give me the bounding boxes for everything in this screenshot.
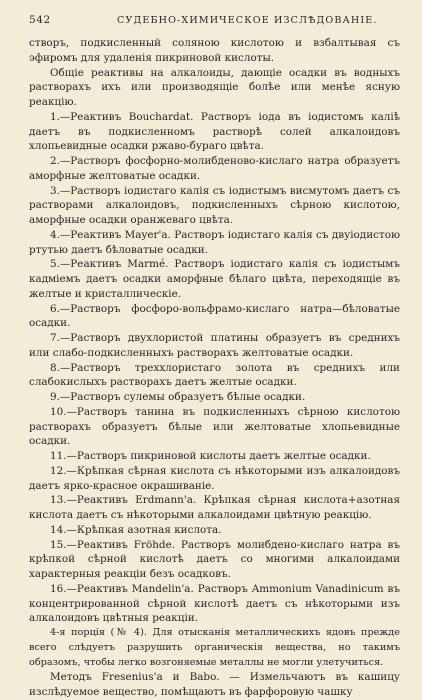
reagent-item-10: 10.—Растворъ танина въ подкисленныхъ сѣрною кислотою растворахъ образуетъ бѣлые или желтоватые хлопьевидные осадки.: [29, 405, 400, 448]
reagent-item-2: 2.—Растворъ фосфорно-молибденово-кислаго натра образуетъ аморфные желтоватые осадки.: [29, 155, 400, 182]
paragraph-continued: створъ, подкисленный соляною кислотою и взбалтывая съ эфиромъ для удаленія пикриновой кислоты.: [29, 37, 400, 64]
reagent-item-16: 16.—Реактивъ Mandelin'а. Растворъ Ammonium Vanadinicum въ концентрированной сѣрной кислотѣ даетъ съ нѣкоторыми изъ алкалоидовъ цвѣтныя реакціи.: [29, 582, 400, 625]
reagent-item-14: 14.—Крѣпкая азотная кислота.: [50, 523, 222, 536]
reagent-item-13: 13.—Реактивъ Erdmann'а. Крѣпкая сѣрная кислота+азотная кислота даетъ съ нѣкоторыми алкалоидами цвѣтную реакцію.: [29, 494, 400, 521]
reagent-item-15: 15.—Реактивъ Fröhde. Растворъ молибдено-кислаго натра въ крѣпкой сѣрной кислотѣ даетъ со многими алкалоидами характерныя реакціи безъ осадковъ.: [29, 538, 400, 580]
running-header: [29, 14, 400, 30]
reagent-item-12: 12.—Крѣпкая сѣрная кислота съ нѣкоторыми изъ алкалоидовъ даетъ ярко-красное окрашиваніе.: [29, 464, 400, 492]
reagent-item-9: 9.—Растворъ сулемы образуетъ бѣлые осадки.: [50, 391, 306, 403]
reagent-item-7: 7.—Растворъ двухлористой платины образуетъ въ среднихъ или слабо-подкисленныхъ растворахъ желтоватые осадки.: [29, 332, 400, 359]
paragraph-general-reagents: Общіе реактивы на алкалоиды, дающіе осадки въ водныхъ растворахъ ихъ или производящіе болѣе или менѣе ясную реакцію.: [29, 66, 400, 108]
reagent-item-3: 3.—Растворъ іодистаго калія съ іодистымъ висмутомъ даетъ съ растворами алкалоидовъ, подкисленныхъ сѣрною кислотою, аморфные осадки оранжеваго цвѣта.: [29, 184, 400, 226]
reagent-item-4: 4.—Реактивъ Mayer'a. Растворъ іодистаго калія съ двуіодистою ртутью даетъ бѣловатые осадки.: [29, 228, 400, 256]
reagent-item-6: 6.—Растворъ фосфоро-вольфрамо-кислаго натра—бѣловатые осадки.: [29, 302, 400, 330]
page-number: 542: [29, 14, 51, 26]
paragraph-portion-4: 4-я порція (№ 4). Для отысканія металлическихъ ядовъ прежде всего слѣдуетъ разрушить органическія вещества, но такимъ образомъ, чтобы легко возгоняемые металлы не могли улетучиться.: [29, 627, 400, 668]
reagent-item-5: 5.—Реактивъ Marmé. Растворъ іодистаго калія съ іодистымъ кадміемъ даетъ осадки аморфные бѣлаго цвѣта, переходящіе въ желтые и кристаллическіе.: [29, 258, 400, 300]
page-body: [29, 36, 400, 700]
running-title: СУДЕБНО-ХИМИЧЕСКОЕ ИЗСЛѢДОВАНІЕ.: [117, 15, 378, 26]
paragraph-method-fresenius-babo: Методъ Fresenius'а и Babo. — Измельчаютъ въ кашицу изслѣдуемое вещество, помѣщаютъ въ фарфоровую чашку: [29, 671, 400, 698]
reagent-item-11: 11.—Растворъ пикриновой кислоты даетъ желтые осадки.: [50, 450, 371, 462]
reagent-item-8: 8.—Растворъ треххлористаго золота въ среднихъ или слабокислыхъ растворахъ даетъ желтые осадки.: [29, 361, 400, 389]
reagent-item-1: 1.—Реактивъ Bouchardat. Растворъ іода въ іодистомъ каліѣ даетъ въ подкисленномъ растворѣ солей алкалоидовъ хлопьевидные осадки ржаво-бураго цвѣта.: [29, 110, 400, 153]
